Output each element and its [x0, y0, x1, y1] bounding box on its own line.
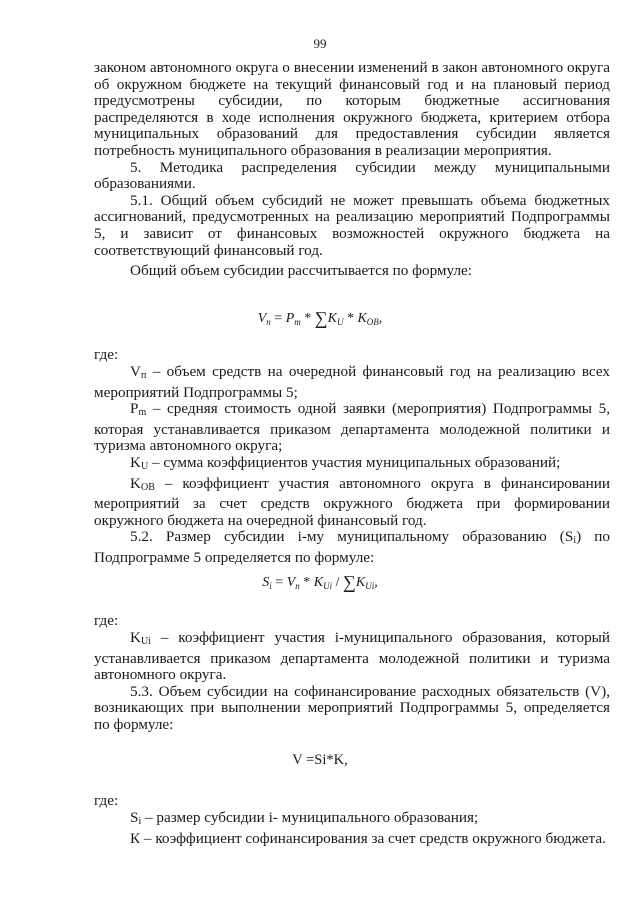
paragraph-formula-intro: Общий объем субсидии рассчитывается по формуле:: [130, 262, 473, 280]
paragraph-5-1: 5.1. Общий объем субсидий не может превышать объема бюджетных ассигнований, предусмотренных на реализацию мероприятий Подпрограммы 5, и зависит от финансовых возможностей окружного бюджета на соответствующий финансовый год.: [94, 191, 610, 259]
paragraph-criteria: законом автономного округа о внесении изменений в закон автономного округа об окружном бюджете на текущий финансовый год и на плановый период предусмотрены субсидии, по которым бюджетные ассигнования распределяются в ходе исполнения окружного бюджета, критерием отбора муниципальных образований для предоставления субсидии является потребность муниципального образования в реализации мероприятия.: [94, 59, 610, 159]
where-label-2: где:: [94, 612, 119, 629]
formula-subsidy-per-municipality: $S_i = V_п * K_{Ui} / \sum K_{Ui}$,: [262, 572, 378, 592]
paragraph-5-3: 5.3. Объем субсидии на софинансирование расходных обязательств (V), возникающих при выполнении мероприятий Подпрограммы 5, определяется по формуле:: [94, 682, 610, 733]
text-block-1: [94, 60, 610, 280]
paragraph-section-5: 5. Методика распределения субсидии между муниципальными образованиями.: [94, 158, 610, 193]
definition-kui: $K_{Ui}$ – коэффициент участия i-муниципального образования, который устанавливается приказом департамента молодежной политики и туризма автономного округа.: [94, 629, 610, 684]
paragraph-5-2: 5.2. Размер субсидии i-му муниципальному образованию $(S_i)$ по Подпрограмме 5 определяется по формуле:: [94, 528, 611, 566]
text-block-2: [94, 364, 610, 567]
text-block-4: [94, 810, 610, 847]
where-label-3: где:: [94, 792, 119, 809]
page-number: 99: [313, 36, 327, 51]
formula-cofinancing: V =Si*K,: [292, 752, 348, 768]
definition-vn: $V_п$ – объем средств на очередной финансовый год на реализацию всех мероприятий Подпрограммы 5;: [94, 363, 610, 401]
formula-total-subsidy: $V_п = P_m * \sum K_U * K_{OB}$,: [257, 308, 383, 328]
text-block-3: [94, 630, 610, 734]
where-label-1: где:: [94, 346, 119, 363]
definition-pm: $P_m$ – средняя стоимость одной заявки (мероприятия) Подпрограммы 5, которая устанавливается приказом департамента молодежной политики и туризма автономного округа;: [94, 400, 610, 455]
definition-si: $S_i$ – размер субсидии i- муниципального образования;: [130, 809, 479, 827]
definition-k: К – коэффициент софинансирования за счет средств окружного бюджета.: [130, 829, 606, 847]
definition-kob: $K_{OB}$ – коэффициент участия автономного округа в финансировании мероприятий за счет средств окружного бюджета при формировании окружного бюджета на очередной финансовый год.: [94, 474, 610, 529]
definition-ku: $K_U$ – сумма коэффициентов участия муниципальных образований;: [130, 453, 561, 472]
